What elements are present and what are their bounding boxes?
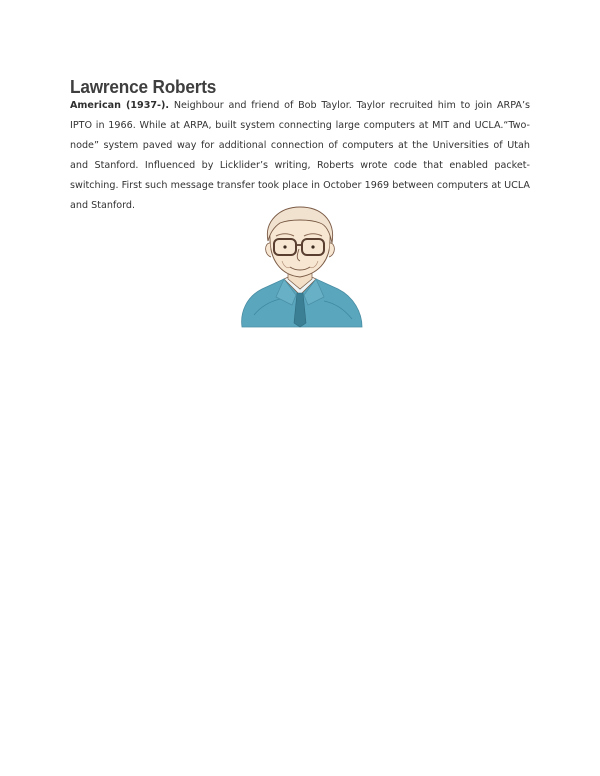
bio-text: Neighbour and friend of Bob Taylor. Taylor recruited him to join ARPA’s IPTO in 1966. While at ARPA, built system connecting large computers at MIT and UCLA.“Two-node” system paved way for additional connection of computers at the Universities of Utah and Stanford. Influenced by Licklider’s writing, Roberts wrote code that enabled packet-switching. First such message transfer took place in October 1969 between computers at UCLA and Stanford. — [70, 100, 530, 211]
page-title: Lawrence Roberts — [70, 76, 217, 97]
portrait-illustration — [236, 205, 364, 329]
biography-paragraph — [70, 96, 530, 216]
bio-lead: American (1937-). — [70, 100, 170, 111]
